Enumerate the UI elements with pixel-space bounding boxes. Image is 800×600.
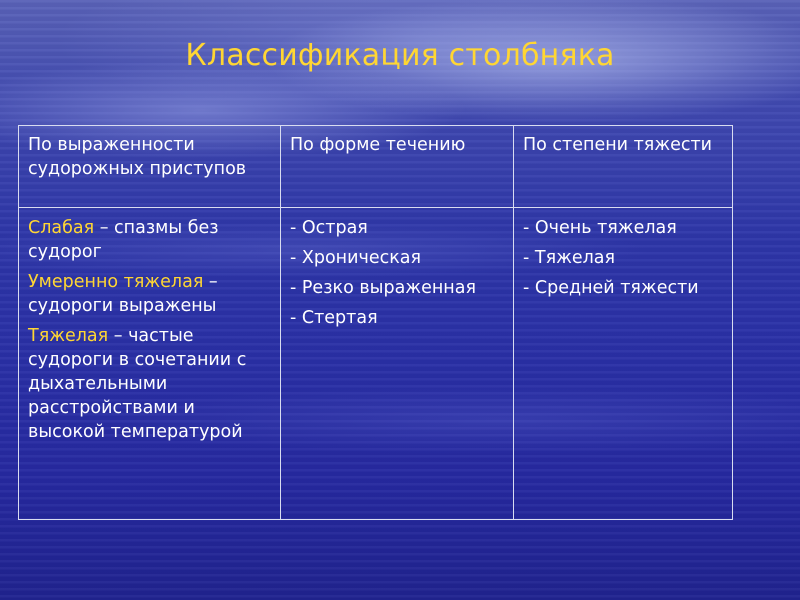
severity-term: Слабая (28, 218, 95, 238)
severity-item-severe (28, 324, 271, 444)
cell-severity-degree (514, 208, 733, 520)
severity-item-mild (28, 216, 271, 264)
header-severity-degree: По степени тяжести (514, 126, 733, 208)
slide-title: Классификация столбняка (185, 38, 615, 73)
header-course-form: По форме течению (281, 126, 514, 208)
list-item: - Стертая (290, 308, 378, 328)
table-header-row (19, 126, 733, 208)
list-item: - Хроническая (290, 248, 422, 268)
severity-term: Тяжелая (28, 326, 109, 346)
list-item: - Острая (290, 218, 368, 238)
cell-seizure-severity (19, 208, 281, 520)
severity-desc: – спазмы без судорог (28, 218, 219, 262)
severity-desc: – частые судороги в сочетании с дыхательными расстройствами и высокой температурой (28, 326, 247, 442)
severity-desc: – судороги выражены (28, 272, 218, 316)
table-body-row (19, 208, 733, 520)
cell-course-form (281, 208, 514, 520)
list-item: - Очень тяжелая (523, 218, 677, 238)
classification-table (18, 125, 733, 520)
list-item: - Средней тяжести (523, 278, 699, 298)
severity-item-moderate (28, 270, 271, 318)
list-item: - Резко выраженная (290, 278, 476, 298)
header-seizure-severity: По выраженности судорожных приступов (19, 126, 281, 208)
severity-term: Умеренно тяжелая (28, 272, 204, 292)
list-item: - Тяжелая (523, 248, 616, 268)
